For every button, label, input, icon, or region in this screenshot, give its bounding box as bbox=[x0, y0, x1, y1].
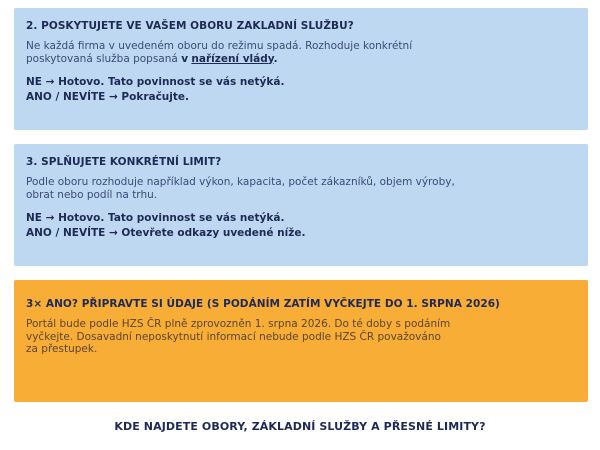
section-3-body-line1: Podle oboru rozhoduje například výkon, kapacita, počet zákazníků, objem výroby, bbox=[26, 176, 455, 188]
section-3-title: 3. SPLŇUJETE KONKRÉTNÍ LIMIT? bbox=[26, 156, 222, 168]
section-2-body-line2: poskytovaná služba popsaná bbox=[26, 52, 178, 65]
section-2-body-line1: Ne každá firma v uvedeném oboru do režimu spadá. Rozhoduje konkrétní bbox=[26, 40, 413, 52]
section-3-body-line2: obrat nebo podíl na trhu. bbox=[26, 188, 158, 201]
section-2-card bbox=[14, 8, 588, 130]
section-3-card bbox=[14, 144, 588, 266]
section-3-answer-no: NE → Hotovo. Tato povinnost se vás netýká. bbox=[26, 212, 285, 224]
government-regulation-link[interactable]: nařízení vlády bbox=[191, 52, 274, 65]
section-4-title: 3× ANO? PŘIPRAVTE SI ÚDAJE (S PODÁNÍM ZATÍM VYČKEJTE DO 1. SRPNA 2026) bbox=[26, 298, 500, 310]
footer-heading: KDE NAJDETE OBORY, ZÁKLADNÍ SLUŽBY A PŘESNÉ LIMITY? bbox=[114, 420, 486, 433]
section-4-body-line2: vyčkejte. Dosavadní neposkytnutí informací nebude podle HZS ČR považováno bbox=[26, 330, 441, 343]
section-2-body bbox=[26, 40, 576, 65]
section-4-body bbox=[26, 318, 576, 356]
section-3-answer-yes: ANO / NEVÍTE → Otevřete odkazy uvedené níže. bbox=[26, 227, 306, 239]
section-2-title: 2. POSKYTUJETE VE VAŠEM OBORU ZAKLADNÍ SLUŽBU? bbox=[26, 20, 354, 32]
section-2-body-bold: v bbox=[181, 52, 189, 65]
section-2-answer-no: NE → Hotovo. Tato povinnost se vás netýká. bbox=[26, 76, 285, 88]
section-2-body-suffix: . bbox=[273, 52, 278, 65]
section-3-body bbox=[26, 176, 576, 201]
section-2-answer-yes: ANO / NEVÍTE → Pokračujte. bbox=[26, 91, 190, 103]
section-4-card bbox=[14, 280, 588, 402]
section-4-body-line1: Portál bude podle HZS ČR plně zprovozněn 1. srpna 2026. Do té doby s podáním bbox=[26, 318, 451, 330]
section-4-body-line3: za přestupek. bbox=[26, 343, 98, 355]
